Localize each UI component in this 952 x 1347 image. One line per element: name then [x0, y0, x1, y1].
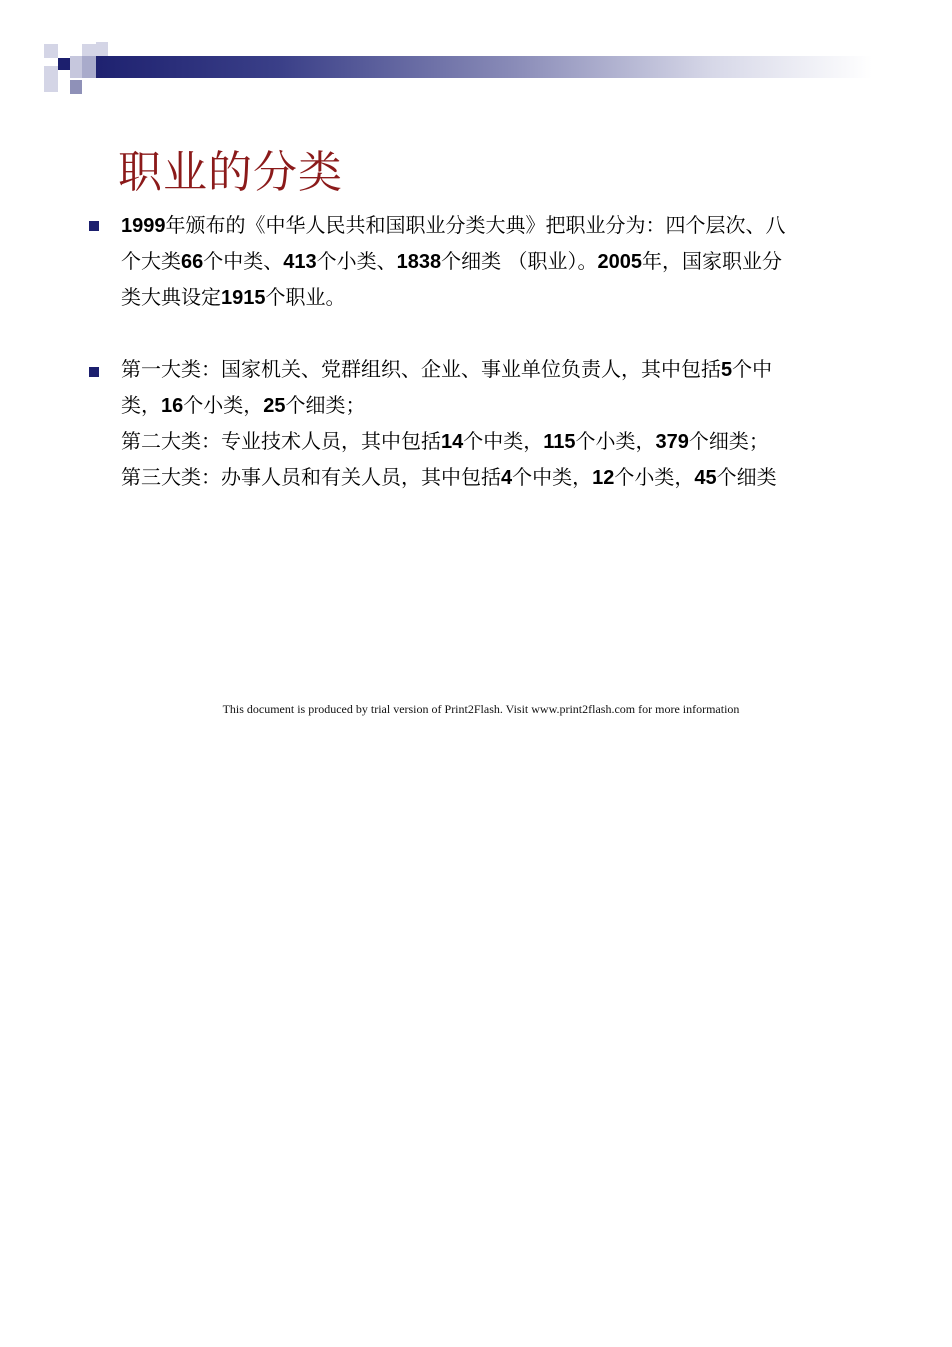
body-text: 个小类、 — [316, 249, 397, 273]
bullet-marker — [89, 221, 99, 231]
text-line — [121, 208, 861, 244]
deco-square — [82, 56, 96, 78]
body-text: 个细类； — [285, 393, 366, 417]
body-text: 第三大类：办事人员和有关人员，其中包括 — [121, 465, 501, 489]
number-text: 2005 — [597, 251, 642, 273]
number-text: 12 — [592, 467, 615, 489]
header-gradient-bar — [80, 56, 872, 78]
bullet-marker — [89, 367, 99, 377]
deco-square — [44, 44, 58, 58]
body-text: 个中类， — [463, 429, 544, 453]
page-title: 职业的分类 — [118, 147, 343, 198]
number-text: 1999 — [121, 215, 166, 237]
number-text: 5 — [721, 359, 733, 381]
number-text: 413 — [283, 251, 317, 273]
deco-square — [58, 58, 70, 70]
number-text: 4 — [501, 467, 513, 489]
body-text: 个中 — [732, 357, 773, 381]
body-text: 第二大类：专业技术人员，其中包括 — [121, 429, 441, 453]
body-text: 个大类 — [121, 249, 181, 273]
body-text: 类， — [121, 393, 161, 417]
text-line — [121, 280, 861, 316]
bullet-paragraph-1 — [121, 208, 861, 316]
text-line — [121, 352, 861, 388]
text-line — [121, 388, 861, 424]
number-text: 115 — [543, 431, 576, 453]
number-text: 16 — [161, 395, 184, 417]
body-text: 个细类 — [716, 465, 777, 489]
deco-square — [70, 56, 82, 78]
number-text: 1915 — [221, 287, 266, 309]
text-line — [121, 244, 861, 280]
trial-watermark-footer: This document is produced by trial version of Print2Flash. Visit www.print2flash.com for more information — [222, 702, 740, 716]
number-text: 25 — [263, 395, 286, 417]
number-text: 14 — [441, 431, 464, 453]
body-text: 第一大类：国家机关、党群组织、企业、事业单位负责人，其中包括 — [121, 357, 721, 381]
body-text: 个细类； — [688, 429, 769, 453]
body-text: 个细类 （职业）。 — [441, 249, 598, 273]
number-text: 45 — [694, 467, 717, 489]
body-text: 个职业。 — [265, 285, 346, 309]
body-text: 年颁布的《中华人民共和国职业分类大典》把职业分为：四个层次、八 — [165, 213, 786, 237]
number-text: 66 — [181, 251, 204, 273]
deco-square — [44, 66, 58, 92]
deco-square — [70, 80, 82, 94]
body-text: 个小类， — [614, 465, 695, 489]
body-text: 个中类、 — [203, 249, 284, 273]
body-text: 类大典设定 — [121, 285, 221, 309]
body-text: 个中类， — [512, 465, 593, 489]
text-line — [121, 460, 861, 496]
deco-square — [96, 42, 108, 56]
text-line — [121, 424, 861, 460]
deco-square — [82, 44, 96, 56]
number-text: 379 — [655, 431, 689, 453]
bullet-paragraph-2 — [121, 352, 861, 496]
body-text: 个小类， — [183, 393, 264, 417]
body-text: 个小类， — [575, 429, 656, 453]
body-text: 年，国家职业分 — [641, 249, 782, 273]
number-text: 1838 — [396, 251, 442, 273]
